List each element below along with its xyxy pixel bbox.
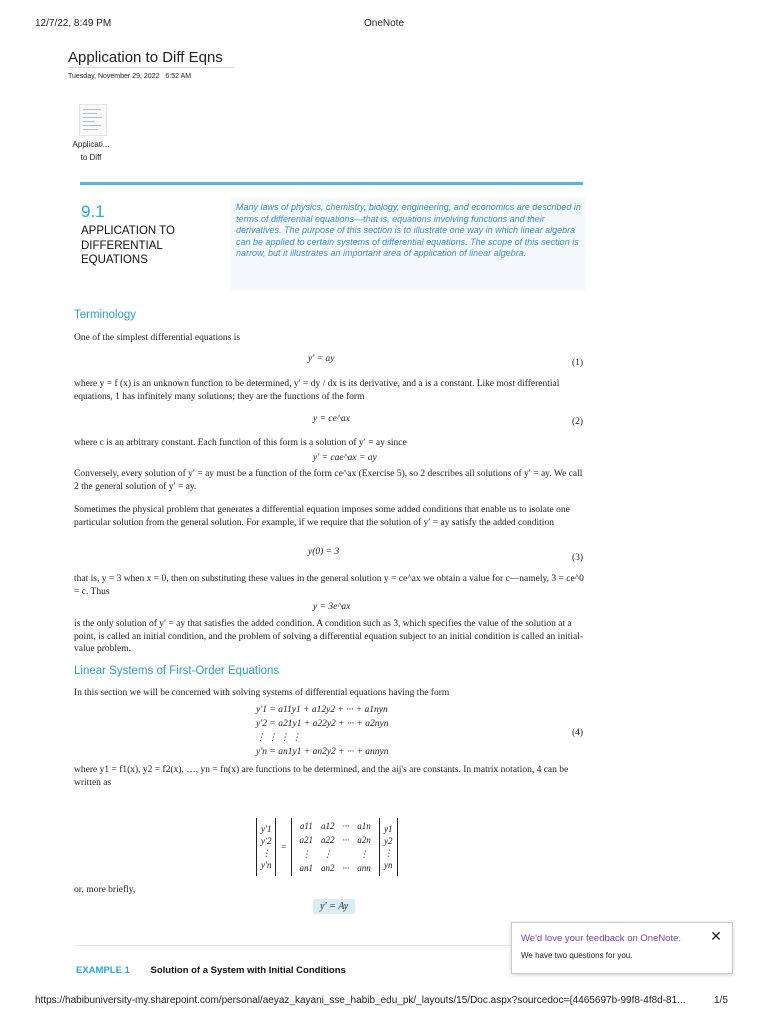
system-line: y′n = an1y1 + an2y2 + ··· + annyn (256, 747, 389, 757)
paragraph-4: Conversely, every solution of y′ = ay must be a function of the form ce^ax (Exercise 5), so 2 describes all solutions of y′ = ay. We call 2 the general solution of y′ = ay. (74, 469, 583, 492)
paragraph-7: is the only solution of y′ = ay that satisfies the added condition. A condition such as 3, which specifies the value of the solution at a point, is called an initial condition, and the problem of solving a differential equation subject to an initial condition is called an initial-value problem. (74, 619, 584, 655)
section-number: 9.1 (81, 202, 105, 221)
example-divider (74, 945, 586, 946)
paragraph-5: Sometimes the physical problem that generates a differential equation imposes some added conditions that enable us to isolate one particular solution from the general solution. For example, if we require that the solution of y′ = ay satisfy the added condition (74, 505, 570, 528)
section-top-rule (80, 182, 583, 185)
paragraph-2: where y = f (x) is an unknown function to be determined, y′ = dy / dx is its derivative, and a is a constant. Like most differential equations, 1 has infinitely many solutions; they are the functions of the form (74, 379, 560, 402)
matrix-cell: ⋮ (301, 849, 311, 859)
equation-thus: y = 3e^ax (313, 602, 351, 612)
matrix-cell: y′2 (261, 836, 272, 846)
matrix-equation (256, 818, 398, 876)
matrix-equals-sign: = (280, 842, 287, 852)
matrix-cell: y1 (384, 824, 393, 834)
system-line: y′2 = a21y1 + a22y2 + ··· + a2nyn (256, 719, 389, 729)
equation-2-number: (2) (572, 417, 584, 427)
matrix-cell: an1 (299, 863, 314, 873)
print-page-counter: 1/5 (714, 995, 728, 1006)
matrix-cell: a22 (321, 835, 335, 845)
paragraph-3: where c is an arbitrary constant. Each function of this form is a solution of y′ = ay since (74, 438, 407, 448)
attachment-label[interactable] (60, 138, 122, 164)
matrix-cell: y′1 (261, 824, 272, 834)
page-date (68, 73, 191, 80)
print-datetime: 12/7/22, 8:49 PM (35, 18, 112, 29)
matrix-cell: a1n (357, 821, 371, 831)
matrix-rhs-vector (379, 818, 397, 876)
matrix-cell: a12 (321, 821, 335, 831)
matrix-cell: ⋮ (383, 848, 393, 858)
attachment-label-line2: to Diff (80, 153, 102, 162)
system-equations (256, 703, 388, 759)
system-line: ⋮ ⋮ ⋮ ⋮ (256, 733, 302, 743)
matrix-cell: ··· (342, 821, 350, 831)
intro-text: Many laws of physics, chemistry, biology, engineering, and economics are described in terms of differential equations—that is, equations involving functions and their derivatives. The purpose of this section is to illustrate one way in which linear algebra can be applied to certain systems of differential equations. The scope of this section is narrow, but it illustrates an important area of application of linear algebra. (236, 202, 581, 259)
page-title[interactable]: Application to Diff Eqns (68, 49, 223, 66)
print-app-title: OneNote (364, 18, 405, 29)
attachment-file-icon[interactable] (79, 104, 107, 136)
matrix-cell: ⋮ (359, 849, 369, 859)
intro-box (231, 198, 585, 290)
equation-3-number: (3) (572, 553, 584, 563)
paragraph-6: that is, y = 3 when x = 0, then on substituting these values in the general solution y = ce^ax we obtain a value for c—namely, 3 = ce^0 = c. Thus (74, 574, 584, 597)
matrix-coefficients (291, 818, 379, 876)
example-label: EXAMPLE 1 (76, 965, 130, 976)
print-url: https://habibuniversity-my.sharepoint.com/personal/aeyaz_kayani_sse_habib_edu_pk/_layouts/15/Doc.aspx?sourcedoc={4465697b-99f8-4f8d-81... (35, 995, 686, 1006)
page-time: 6:52 AM (165, 73, 192, 80)
paragraph-9: where y1 = f1(x), y2 = f2(x), …, yn = fn(x) are functions to be determined, and the aij's are constants. In matrix notation, 4 can be written as (74, 765, 569, 788)
matrix-cell: ⋮ (261, 848, 271, 858)
matrix-cell: ··· (342, 835, 350, 845)
feedback-title[interactable]: We'd love your feedback on OneNote. (521, 933, 682, 944)
matrix-cell: ··· (342, 863, 350, 873)
matrix-cell: a2n (357, 835, 371, 845)
matrix-cell: y2 (384, 836, 393, 846)
matrix-lhs-vector (257, 818, 276, 876)
feedback-toast[interactable] (511, 922, 733, 974)
equation-2: y = ce^ax (313, 414, 350, 424)
paragraph-8: In this section we will be concerned with solving systems of differential equations having the form (74, 688, 450, 698)
page-date-day: Tuesday, November 29, 2022 (68, 73, 160, 80)
matrix-cell (339, 847, 354, 861)
equation-3: y(0) = 3 (308, 547, 340, 557)
matrix-cell: an2 (321, 863, 335, 873)
paragraph-1: One of the simplest differential equations is (74, 333, 241, 343)
equation-brief: y′ = Ay (313, 899, 355, 914)
printout-image (68, 182, 592, 982)
close-icon[interactable]: ✕ (710, 928, 722, 944)
equation-1: y′ = ay (308, 354, 335, 364)
matrix-cell: ⋮ (323, 849, 333, 859)
attachment-label-line1: Applicati... (72, 140, 110, 149)
equation-since: y′ = cae^ax = ay (313, 453, 377, 463)
system-line: y′1 = a11y1 + a12y2 + ··· + a1nyn (256, 705, 388, 715)
title-underline (68, 67, 234, 68)
matrix-cell: a11 (299, 821, 313, 831)
section-title: APPLICATION TO DIFFERENTIAL EQUATIONS (81, 225, 175, 266)
matrix-cell: ann (357, 863, 371, 873)
matrix-cell: yn (384, 860, 393, 870)
paragraph-10: or, more briefly, (74, 885, 136, 895)
matrix-cell: y′n (261, 860, 272, 870)
feedback-subtitle: We have two questions for you. (521, 951, 633, 960)
equation-4-number: (4) (572, 728, 584, 738)
matrix-cell: a21 (299, 835, 314, 845)
example-title: Solution of a System with Initial Conditions (150, 965, 346, 976)
equation-1-number: (1) (572, 358, 584, 368)
heading-linear-systems: Linear Systems of First-Order Equations (74, 665, 280, 677)
example-heading (76, 965, 346, 976)
heading-terminology: Terminology (74, 309, 136, 321)
